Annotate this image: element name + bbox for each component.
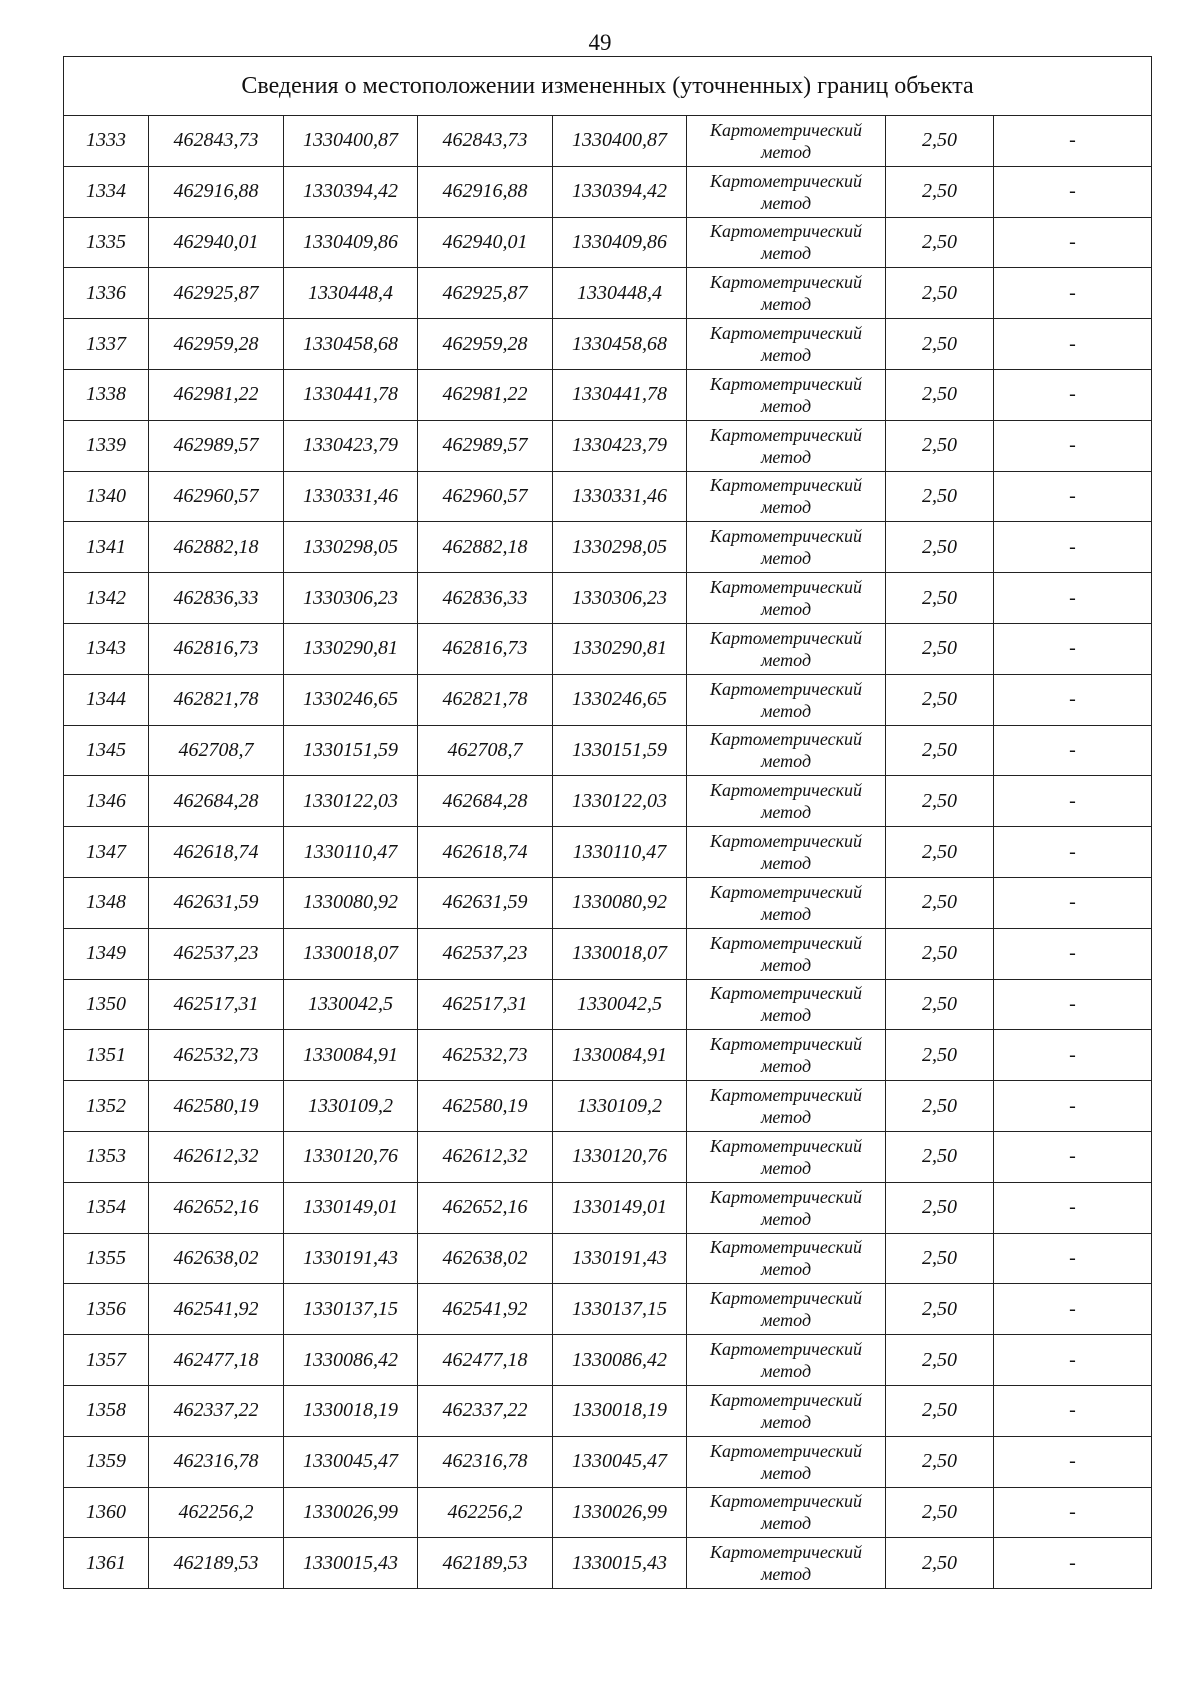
accuracy-cell: 2,50 — [886, 979, 994, 1030]
boundary-coordinates-table — [63, 56, 1152, 1589]
existing-x-cell: 462541,92 — [149, 1284, 284, 1335]
existing-x-cell: 462256,2 — [149, 1487, 284, 1538]
point-number-cell: 1338 — [64, 369, 149, 420]
point-number-cell: 1341 — [64, 522, 149, 573]
table-row — [64, 1030, 1152, 1081]
table-row — [64, 1487, 1152, 1538]
method-cell: Картометрический метод — [687, 471, 886, 522]
table-row — [64, 1182, 1152, 1233]
existing-x-cell: 462477,18 — [149, 1335, 284, 1386]
existing-x-cell: 462612,32 — [149, 1131, 284, 1182]
refined-y-cell: 1330137,15 — [553, 1284, 687, 1335]
refined-y-cell: 1330290,81 — [553, 623, 687, 674]
existing-y-cell: 1330448,4 — [284, 268, 418, 319]
refined-x-cell: 462916,88 — [418, 166, 553, 217]
point-number-cell: 1334 — [64, 166, 149, 217]
refined-y-cell: 1330246,65 — [553, 674, 687, 725]
existing-x-cell: 462708,7 — [149, 725, 284, 776]
method-cell: Картометрический метод — [687, 217, 886, 268]
point-number-cell: 1358 — [64, 1385, 149, 1436]
existing-x-cell: 462959,28 — [149, 319, 284, 370]
point-number-cell: 1359 — [64, 1436, 149, 1487]
refined-x-cell: 462638,02 — [418, 1233, 553, 1284]
existing-x-cell: 462925,87 — [149, 268, 284, 319]
existing-y-cell: 1330458,68 — [284, 319, 418, 370]
description-cell: - — [994, 116, 1152, 167]
refined-x-cell: 462189,53 — [418, 1538, 553, 1589]
refined-x-cell: 462843,73 — [418, 116, 553, 167]
accuracy-cell: 2,50 — [886, 1436, 994, 1487]
description-cell: - — [994, 166, 1152, 217]
method-cell: Картометрический метод — [687, 623, 886, 674]
description-cell: - — [994, 1385, 1152, 1436]
existing-x-cell: 462684,28 — [149, 776, 284, 827]
point-number-cell: 1349 — [64, 928, 149, 979]
existing-y-cell: 1330109,2 — [284, 1081, 418, 1132]
refined-y-cell: 1330109,2 — [553, 1081, 687, 1132]
table-row — [64, 1284, 1152, 1335]
refined-x-cell: 462631,59 — [418, 877, 553, 928]
refined-x-cell: 462618,74 — [418, 827, 553, 878]
refined-x-cell: 462882,18 — [418, 522, 553, 573]
page-number: 49 — [588, 30, 612, 55]
existing-x-cell: 462989,57 — [149, 420, 284, 471]
method-cell: Картометрический метод — [687, 420, 886, 471]
description-cell: - — [994, 1487, 1152, 1538]
table-row — [64, 1335, 1152, 1386]
table-row — [64, 674, 1152, 725]
table-row — [64, 268, 1152, 319]
refined-x-cell: 462816,73 — [418, 623, 553, 674]
refined-y-cell: 1330441,78 — [553, 369, 687, 420]
existing-x-cell: 462189,53 — [149, 1538, 284, 1589]
existing-y-cell: 1330015,43 — [284, 1538, 418, 1589]
refined-x-cell: 462836,33 — [418, 573, 553, 624]
refined-x-cell: 462316,78 — [418, 1436, 553, 1487]
existing-y-cell: 1330423,79 — [284, 420, 418, 471]
refined-x-cell: 462925,87 — [418, 268, 553, 319]
point-number-cell: 1343 — [64, 623, 149, 674]
method-cell: Картометрический метод — [687, 827, 886, 878]
table-row — [64, 877, 1152, 928]
accuracy-cell: 2,50 — [886, 1233, 994, 1284]
method-cell: Картометрический метод — [687, 1335, 886, 1386]
existing-y-cell: 1330137,15 — [284, 1284, 418, 1335]
existing-x-cell: 462882,18 — [149, 522, 284, 573]
existing-y-cell: 1330080,92 — [284, 877, 418, 928]
refined-y-cell: 1330394,42 — [553, 166, 687, 217]
point-number-cell: 1344 — [64, 674, 149, 725]
existing-x-cell: 462316,78 — [149, 1436, 284, 1487]
table-row — [64, 573, 1152, 624]
description-cell: - — [994, 522, 1152, 573]
refined-y-cell: 1330084,91 — [553, 1030, 687, 1081]
refined-y-cell: 1330042,5 — [553, 979, 687, 1030]
point-number-cell: 1345 — [64, 725, 149, 776]
description-cell: - — [994, 1131, 1152, 1182]
refined-y-cell: 1330080,92 — [553, 877, 687, 928]
refined-x-cell: 462256,2 — [418, 1487, 553, 1538]
existing-y-cell: 1330191,43 — [284, 1233, 418, 1284]
table-row — [64, 116, 1152, 167]
accuracy-cell: 2,50 — [886, 268, 994, 319]
table-title: Сведения о местоположении измененных (уточненных) границ объекта — [64, 57, 1152, 116]
refined-x-cell: 462989,57 — [418, 420, 553, 471]
accuracy-cell: 2,50 — [886, 116, 994, 167]
method-cell: Картометрический метод — [687, 573, 886, 624]
accuracy-cell: 2,50 — [886, 217, 994, 268]
table-row — [64, 522, 1152, 573]
point-number-cell: 1352 — [64, 1081, 149, 1132]
accuracy-cell: 2,50 — [886, 1385, 994, 1436]
existing-y-cell: 1330298,05 — [284, 522, 418, 573]
existing-x-cell: 462532,73 — [149, 1030, 284, 1081]
method-cell: Картометрический метод — [687, 1284, 886, 1335]
table-row — [64, 471, 1152, 522]
existing-y-cell: 1330400,87 — [284, 116, 418, 167]
existing-x-cell: 462337,22 — [149, 1385, 284, 1436]
table-row — [64, 166, 1152, 217]
existing-x-cell: 462618,74 — [149, 827, 284, 878]
table-body — [64, 116, 1152, 1589]
description-cell: - — [994, 979, 1152, 1030]
refined-y-cell: 1330298,05 — [553, 522, 687, 573]
existing-x-cell: 462816,73 — [149, 623, 284, 674]
accuracy-cell: 2,50 — [886, 420, 994, 471]
table-row — [64, 1538, 1152, 1589]
point-number-cell: 1336 — [64, 268, 149, 319]
point-number-cell: 1350 — [64, 979, 149, 1030]
method-cell: Картометрический метод — [687, 1131, 886, 1182]
refined-x-cell: 462821,78 — [418, 674, 553, 725]
existing-x-cell: 462916,88 — [149, 166, 284, 217]
description-cell: - — [994, 217, 1152, 268]
refined-x-cell: 462708,7 — [418, 725, 553, 776]
description-cell: - — [994, 1284, 1152, 1335]
table-row — [64, 1385, 1152, 1436]
existing-x-cell: 462517,31 — [149, 979, 284, 1030]
existing-y-cell: 1330018,19 — [284, 1385, 418, 1436]
description-cell: - — [994, 877, 1152, 928]
accuracy-cell: 2,50 — [886, 522, 994, 573]
method-cell: Картометрический метод — [687, 1182, 886, 1233]
description-cell: - — [994, 471, 1152, 522]
refined-x-cell: 462612,32 — [418, 1131, 553, 1182]
refined-y-cell: 1330191,43 — [553, 1233, 687, 1284]
description-cell: - — [994, 268, 1152, 319]
existing-x-cell: 462580,19 — [149, 1081, 284, 1132]
refined-y-cell: 1330015,43 — [553, 1538, 687, 1589]
existing-x-cell: 462836,33 — [149, 573, 284, 624]
existing-x-cell: 462821,78 — [149, 674, 284, 725]
existing-y-cell: 1330409,86 — [284, 217, 418, 268]
point-number-cell: 1355 — [64, 1233, 149, 1284]
point-number-cell: 1356 — [64, 1284, 149, 1335]
method-cell: Картометрический метод — [687, 725, 886, 776]
existing-y-cell: 1330042,5 — [284, 979, 418, 1030]
accuracy-cell: 2,50 — [886, 1131, 994, 1182]
existing-y-cell: 1330110,47 — [284, 827, 418, 878]
existing-y-cell: 1330331,46 — [284, 471, 418, 522]
accuracy-cell: 2,50 — [886, 1030, 994, 1081]
description-cell: - — [994, 725, 1152, 776]
existing-x-cell: 462960,57 — [149, 471, 284, 522]
refined-x-cell: 462337,22 — [418, 1385, 553, 1436]
refined-x-cell: 462541,92 — [418, 1284, 553, 1335]
refined-y-cell: 1330306,23 — [553, 573, 687, 624]
description-cell: - — [994, 674, 1152, 725]
method-cell: Картометрический метод — [687, 928, 886, 979]
refined-x-cell: 462959,28 — [418, 319, 553, 370]
description-cell: - — [994, 827, 1152, 878]
accuracy-cell: 2,50 — [886, 1081, 994, 1132]
point-number-cell: 1360 — [64, 1487, 149, 1538]
table-row — [64, 420, 1152, 471]
existing-y-cell: 1330084,91 — [284, 1030, 418, 1081]
point-number-cell: 1333 — [64, 116, 149, 167]
description-cell: - — [994, 1233, 1152, 1284]
method-cell: Картометрический метод — [687, 268, 886, 319]
refined-y-cell: 1330120,76 — [553, 1131, 687, 1182]
existing-x-cell: 462843,73 — [149, 116, 284, 167]
description-cell: - — [994, 573, 1152, 624]
point-number-cell: 1335 — [64, 217, 149, 268]
accuracy-cell: 2,50 — [886, 776, 994, 827]
refined-y-cell: 1330110,47 — [553, 827, 687, 878]
method-cell: Картометрический метод — [687, 116, 886, 167]
existing-y-cell: 1330290,81 — [284, 623, 418, 674]
method-cell: Картометрический метод — [687, 776, 886, 827]
existing-x-cell: 462631,59 — [149, 877, 284, 928]
accuracy-cell: 2,50 — [886, 674, 994, 725]
refined-y-cell: 1330448,4 — [553, 268, 687, 319]
existing-x-cell: 462981,22 — [149, 369, 284, 420]
table-row — [64, 776, 1152, 827]
existing-y-cell: 1330149,01 — [284, 1182, 418, 1233]
point-number-cell: 1353 — [64, 1131, 149, 1182]
existing-y-cell: 1330151,59 — [284, 725, 418, 776]
refined-y-cell: 1330423,79 — [553, 420, 687, 471]
refined-y-cell: 1330331,46 — [553, 471, 687, 522]
refined-y-cell: 1330151,59 — [553, 725, 687, 776]
existing-y-cell: 1330045,47 — [284, 1436, 418, 1487]
description-cell: - — [994, 1182, 1152, 1233]
method-cell: Картометрический метод — [687, 522, 886, 573]
refined-x-cell: 462517,31 — [418, 979, 553, 1030]
table-row — [64, 1436, 1152, 1487]
existing-y-cell: 1330086,42 — [284, 1335, 418, 1386]
accuracy-cell: 2,50 — [886, 1487, 994, 1538]
accuracy-cell: 2,50 — [886, 1182, 994, 1233]
point-number-cell: 1361 — [64, 1538, 149, 1589]
table-row — [64, 928, 1152, 979]
description-cell: - — [994, 928, 1152, 979]
existing-x-cell: 462638,02 — [149, 1233, 284, 1284]
description-cell: - — [994, 1030, 1152, 1081]
existing-y-cell: 1330441,78 — [284, 369, 418, 420]
method-cell: Картометрический метод — [687, 319, 886, 370]
method-cell: Картометрический метод — [687, 369, 886, 420]
method-cell: Картометрический метод — [687, 877, 886, 928]
existing-y-cell: 1330120,76 — [284, 1131, 418, 1182]
accuracy-cell: 2,50 — [886, 623, 994, 674]
accuracy-cell: 2,50 — [886, 827, 994, 878]
refined-y-cell: 1330018,07 — [553, 928, 687, 979]
accuracy-cell: 2,50 — [886, 1335, 994, 1386]
description-cell: - — [994, 1436, 1152, 1487]
refined-y-cell: 1330018,19 — [553, 1385, 687, 1436]
description-cell: - — [994, 623, 1152, 674]
existing-y-cell: 1330246,65 — [284, 674, 418, 725]
accuracy-cell: 2,50 — [886, 369, 994, 420]
accuracy-cell: 2,50 — [886, 928, 994, 979]
refined-x-cell: 462580,19 — [418, 1081, 553, 1132]
table-row — [64, 1131, 1152, 1182]
refined-x-cell: 462532,73 — [418, 1030, 553, 1081]
point-number-cell: 1337 — [64, 319, 149, 370]
description-cell: - — [994, 776, 1152, 827]
table-row — [64, 1081, 1152, 1132]
refined-x-cell: 462684,28 — [418, 776, 553, 827]
accuracy-cell: 2,50 — [886, 573, 994, 624]
refined-y-cell: 1330400,87 — [553, 116, 687, 167]
method-cell: Картометрический метод — [687, 166, 886, 217]
description-cell: - — [994, 319, 1152, 370]
refined-x-cell: 462940,01 — [418, 217, 553, 268]
accuracy-cell: 2,50 — [886, 1538, 994, 1589]
refined-y-cell: 1330086,42 — [553, 1335, 687, 1386]
table-title-row — [64, 57, 1152, 116]
method-cell: Картометрический метод — [687, 674, 886, 725]
existing-y-cell: 1330018,07 — [284, 928, 418, 979]
refined-y-cell: 1330149,01 — [553, 1182, 687, 1233]
table-row — [64, 827, 1152, 878]
refined-y-cell: 1330026,99 — [553, 1487, 687, 1538]
point-number-cell: 1348 — [64, 877, 149, 928]
method-cell: Картометрический метод — [687, 1436, 886, 1487]
point-number-cell: 1342 — [64, 573, 149, 624]
existing-y-cell: 1330026,99 — [284, 1487, 418, 1538]
accuracy-cell: 2,50 — [886, 1284, 994, 1335]
method-cell: Картометрический метод — [687, 1233, 886, 1284]
accuracy-cell: 2,50 — [886, 877, 994, 928]
refined-y-cell: 1330409,86 — [553, 217, 687, 268]
table-row — [64, 725, 1152, 776]
accuracy-cell: 2,50 — [886, 725, 994, 776]
refined-x-cell: 462981,22 — [418, 369, 553, 420]
table-row — [64, 319, 1152, 370]
refined-y-cell: 1330045,47 — [553, 1436, 687, 1487]
method-cell: Картометрический метод — [687, 1538, 886, 1589]
point-number-cell: 1354 — [64, 1182, 149, 1233]
refined-x-cell: 462652,16 — [418, 1182, 553, 1233]
point-number-cell: 1339 — [64, 420, 149, 471]
point-number-cell: 1357 — [64, 1335, 149, 1386]
existing-x-cell: 462537,23 — [149, 928, 284, 979]
table-row — [64, 217, 1152, 268]
table-row — [64, 623, 1152, 674]
refined-x-cell: 462537,23 — [418, 928, 553, 979]
point-number-cell: 1346 — [64, 776, 149, 827]
existing-x-cell: 462652,16 — [149, 1182, 284, 1233]
refined-x-cell: 462960,57 — [418, 471, 553, 522]
refined-x-cell: 462477,18 — [418, 1335, 553, 1386]
method-cell: Картометрический метод — [687, 1487, 886, 1538]
description-cell: - — [994, 420, 1152, 471]
method-cell: Картометрический метод — [687, 979, 886, 1030]
point-number-cell: 1347 — [64, 827, 149, 878]
description-cell: - — [994, 369, 1152, 420]
description-cell: - — [994, 1335, 1152, 1386]
refined-y-cell: 1330122,03 — [553, 776, 687, 827]
refined-y-cell: 1330458,68 — [553, 319, 687, 370]
accuracy-cell: 2,50 — [886, 319, 994, 370]
point-number-cell: 1351 — [64, 1030, 149, 1081]
method-cell: Картометрический метод — [687, 1030, 886, 1081]
description-cell: - — [994, 1081, 1152, 1132]
accuracy-cell: 2,50 — [886, 166, 994, 217]
table-row — [64, 369, 1152, 420]
point-number-cell: 1340 — [64, 471, 149, 522]
table-row — [64, 1233, 1152, 1284]
existing-y-cell: 1330306,23 — [284, 573, 418, 624]
table-row — [64, 979, 1152, 1030]
method-cell: Картометрический метод — [687, 1081, 886, 1132]
description-cell: - — [994, 1538, 1152, 1589]
method-cell: Картометрический метод — [687, 1385, 886, 1436]
existing-y-cell: 1330394,42 — [284, 166, 418, 217]
accuracy-cell: 2,50 — [886, 471, 994, 522]
existing-x-cell: 462940,01 — [149, 217, 284, 268]
existing-y-cell: 1330122,03 — [284, 776, 418, 827]
